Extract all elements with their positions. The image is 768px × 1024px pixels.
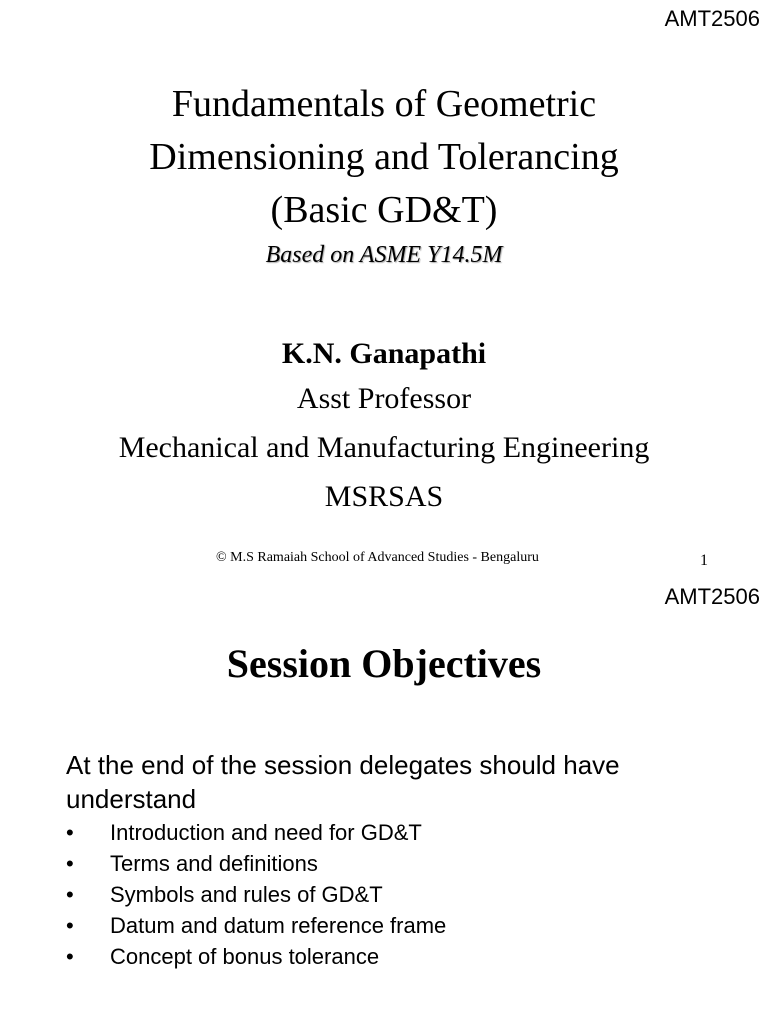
list-item-label: Introduction and need for GD&T xyxy=(110,820,422,845)
intro-text: At the end of the session delegates should have understand xyxy=(66,750,620,814)
author-block xyxy=(0,334,768,521)
bullet-icon: • xyxy=(66,882,74,907)
author-role: Asst Professor xyxy=(296,382,472,415)
slide-title: Session Objectives xyxy=(226,641,542,686)
bullet-icon: • xyxy=(66,944,74,969)
list-item xyxy=(66,941,446,972)
bullet-icon: • xyxy=(66,913,74,938)
list-item xyxy=(66,879,446,910)
objectives-list xyxy=(66,817,446,972)
author-name: K.N. Ganapathi xyxy=(281,337,487,370)
bullet-icon: • xyxy=(66,851,74,876)
author-institution: MSRSAS xyxy=(324,480,444,513)
title-line: (Basic GD&T) xyxy=(270,189,498,231)
copyright-notice: © M.S Ramaiah School of Advanced Studies - Bengaluru xyxy=(216,550,539,565)
list-item-label: Datum and datum reference frame xyxy=(110,913,447,938)
course-code: AMT2506 xyxy=(664,6,760,31)
list-item-label: Terms and definitions xyxy=(110,851,318,876)
author-department: Mechanical and Manufacturing Engineering xyxy=(118,431,650,464)
page-number: 1 xyxy=(700,552,708,569)
slide-subtitle: Based on ASME Y14.5M xyxy=(265,242,503,268)
title-line: Dimensioning and Tolerancing xyxy=(149,136,619,178)
list-item xyxy=(66,910,446,941)
list-item-label: Concept of bonus tolerance xyxy=(110,944,380,969)
title-line: Fundamentals of Geometric xyxy=(171,83,597,125)
slide-title xyxy=(0,78,768,273)
bullet-icon: • xyxy=(66,820,74,845)
list-item xyxy=(66,817,446,848)
list-item xyxy=(66,848,446,879)
list-item-label: Symbols and rules of GD&T xyxy=(110,882,383,907)
course-code: AMT2506 xyxy=(664,584,760,609)
slide-2 xyxy=(0,580,768,1024)
